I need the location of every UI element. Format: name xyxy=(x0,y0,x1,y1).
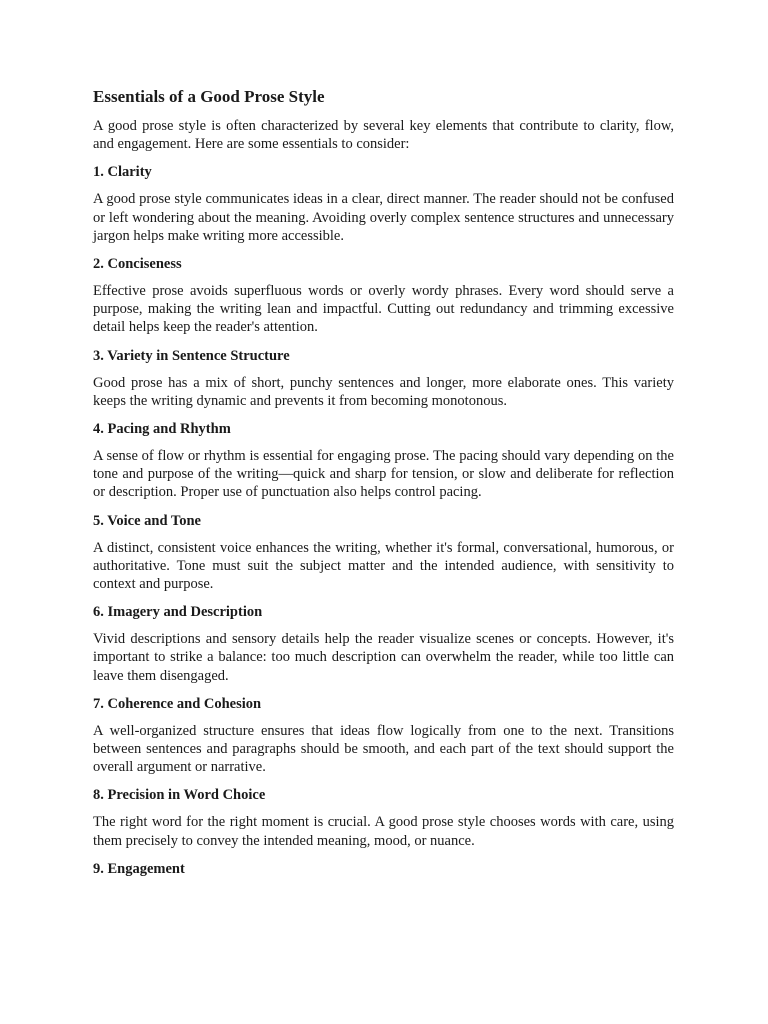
intro-paragraph: A good prose style is often characterized by several key elements that contribute to clarity, flow, and engagement. Here are some essentials to consider: xyxy=(93,118,674,153)
section-heading: 3. Variety in Sentence Structure xyxy=(93,347,290,364)
section-body: A distinct, consistent voice enhances the writing, whether it's formal, conversational, humorous, or authoritative. Tone must suit the subject matter and the intended audience, with sensitivity to context and purpose. xyxy=(93,539,674,593)
section-body: Vivid descriptions and sensory details help the reader visualize scenes or concepts. However, it's important to strike a balance: too much description can overwhelm the reader, while too little can leave them disengaged. xyxy=(93,631,674,684)
section-body: A good prose style communicates ideas in a clear, direct manner. The reader should not be confused or left wondering about the meaning. Avoiding overly complex sentence structures and unnecessary jargon helps make writing more accessible. xyxy=(93,191,674,244)
section-body: A sense of flow or rhythm is essential for engaging prose. The pacing should vary depending on the tone and purpose of the writing—quick and sharp for tension, or slow and deliberate for reflection or description. Proper use of punctuation also helps control pacing. xyxy=(93,448,674,501)
section-heading: 1. Clarity xyxy=(93,164,152,181)
section-heading: 4. Pacing and Rhythm xyxy=(93,421,231,438)
section-heading: 6. Imagery and Description xyxy=(93,604,263,621)
section-heading: 7. Coherence and Cohesion xyxy=(93,695,262,712)
section-body: The right word for the right moment is crucial. A good prose style chooses words with care, using them precisely to convey the intended meaning, mood, or nuance. xyxy=(93,814,674,849)
section-heading: 2. Conciseness xyxy=(93,256,182,273)
section-body: Good prose has a mix of short, punchy sentences and longer, more elaborate ones. This variety keeps the writing dynamic and prevents it from becoming monotonous. xyxy=(93,374,674,409)
section-heading: 5. Voice and Tone xyxy=(93,512,201,529)
section-body: Effective prose avoids superfluous words or overly wordy phrases. Every word should serve a purpose, making the writing lean and impactful. Cutting out redundancy and trimming excessive detail helps keep the reader's attention. xyxy=(93,283,674,336)
section-heading: 8. Precision in Word Choice xyxy=(93,787,266,804)
document-title: Essentials of a Good Prose Style xyxy=(93,87,325,106)
section-heading: 9. Engagement xyxy=(93,860,185,877)
section-body: A well-organized structure ensures that ideas flow logically from one to the next. Transitions between sentences and paragraphs should be smooth, and each part of the text should support the overall argument or narrative. xyxy=(93,722,674,776)
document-page xyxy=(93,86,674,887)
